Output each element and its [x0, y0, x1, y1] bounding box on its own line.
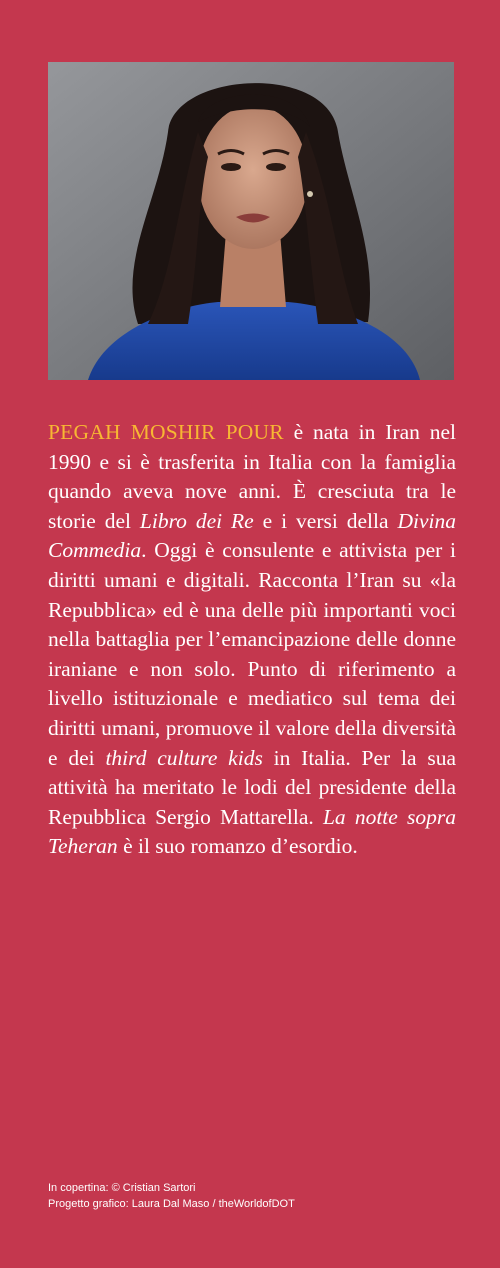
book-title-divina-commedia: Divina Commedia: [48, 508, 456, 563]
credits: [48, 1180, 468, 1212]
bio-text: è nata in Iran nel 1990 e si è trasferita in Italia con la famiglia quando aveva nove anni. È cresciuta tra le storie del: [48, 420, 456, 533]
author-portrait-photo: [48, 62, 454, 380]
author-photo: [48, 62, 454, 380]
author-name: PEGAH MOSHIR POUR: [48, 420, 284, 444]
bio-text: e i versi della: [253, 508, 398, 533]
bio-text: in Italia. Per la sua attività ha meritato le lodi del presidente della Repubblica Sergio Mattarella.: [48, 745, 456, 829]
term-third-culture-kids: third culture kids: [105, 745, 263, 770]
bio-text: è il suo romanzo d’esordio.: [117, 834, 358, 859]
author-biography: [48, 418, 456, 862]
book-title-libro-dei-re: Libro dei Re: [139, 508, 254, 533]
cover-photo-credit: In copertina: © Cristian Sartori: [48, 1182, 196, 1194]
graphic-design-credit: Progetto grafico: Laura Dal Maso / theWorldofDOT: [48, 1198, 295, 1210]
book-title-la-notte-sopra-teheran: La notte sopra Teheran: [48, 804, 456, 859]
bio-text: . Oggi è consulente e attivista per i diritti umani e digitali. Racconta l’Iran su «la Repubblica» ed è una delle più importanti voci nella battaglia per l’emancipazione delle donne iraniane e non solo. Punto di riferimento a livello istituzionale e mediatico sul tema dei diritti umani, promuove il valore della diversità e dei: [48, 538, 456, 770]
